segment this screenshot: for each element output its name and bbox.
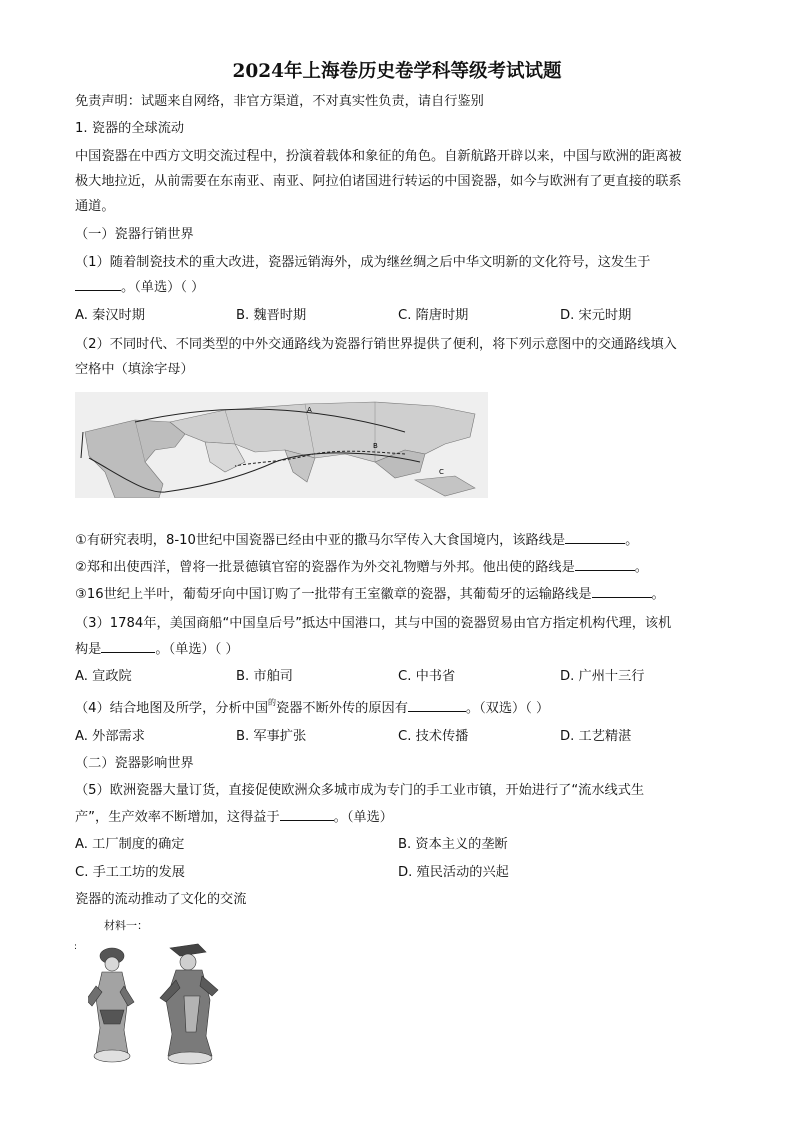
answer-blank[interactable] xyxy=(408,699,466,712)
period: 。 xyxy=(625,533,639,548)
intro-line-1: 中国瓷器在中西方文明交流过程中，扮演着载体和象征的角色。自新航路开辟以来，中国与欧洲的距离被 xyxy=(75,149,682,164)
q3-option-d[interactable]: D. 广州十三行 xyxy=(560,669,645,684)
q4-type-label: 。（双选）（ ） xyxy=(465,701,550,716)
q1-stem-line-1: （1）随着制瓷技术的重大改进，瓷器远销海外，成为继丝绸之后中华文明新的文化符号，这发生于 xyxy=(75,255,651,270)
answer-blank[interactable] xyxy=(565,531,625,544)
q3-stem-line-2 xyxy=(75,638,239,657)
q2-sub-1-text: ①有研究表明，8-10世纪中国瓷器已经由中亚的撒马尔罕传入大食国境内，该路线是 xyxy=(75,533,566,548)
q4-stem xyxy=(75,697,549,716)
period: 。 xyxy=(634,560,648,575)
q2-sub-3-text: ③16世纪上半叶，葡萄牙向中国订购了一批带有王室徽章的瓷器，其葡萄牙的运输路线是 xyxy=(75,587,592,602)
q1-stem-line-2 xyxy=(75,276,204,295)
q4-small-char: 的 xyxy=(268,698,277,707)
q5-option-a[interactable]: A. 工厂制度的确定 xyxy=(75,837,185,852)
q4-option-a[interactable]: A. 外部需求 xyxy=(75,729,145,744)
page-title: 2024年上海卷历史卷学科等级考试试题 xyxy=(232,61,562,82)
answer-blank[interactable] xyxy=(75,278,121,291)
q5-option-c[interactable]: C. 手工工坊的发展 xyxy=(75,865,185,880)
q3-option-a[interactable]: A. 宣政院 xyxy=(75,669,132,684)
q5-option-d[interactable]: D. 殖民活动的兴起 xyxy=(398,865,509,880)
q5-stem-line-2 xyxy=(75,806,393,825)
section-heading: 1. 瓷器的全球流动 xyxy=(75,121,185,136)
q1-option-a[interactable]: A. 秦汉时期 xyxy=(75,308,145,323)
part-heading-1: （一）瓷器行销世界 xyxy=(75,227,194,242)
q3-stem-text: 构是 xyxy=(75,642,102,657)
period: 。 xyxy=(651,587,665,602)
q4-option-b[interactable]: B. 军事扩张 xyxy=(236,729,307,744)
q4-option-d[interactable]: D. 工艺精湛 xyxy=(560,729,632,744)
q3-stem-line-1: （3）1784年，美国商船“中国皇后号”抵达中国港口，其与中国的瓷器贸易由官方指定机构代理，该机 xyxy=(75,616,672,631)
answer-blank[interactable] xyxy=(101,640,155,653)
trade-route-map xyxy=(75,392,488,498)
intro-line-2: 极大地拉近，从前需要在东南亚、南亚、阿拉伯诸国进行转运的中国瓷器，如今与欧洲有了更直接的联系 xyxy=(75,174,682,189)
q5-stem-line-1: （5）欧洲瓷器大量订货，直接促使欧洲众多城市成为专门的手工业市镇，开始进行了“流水线式生 xyxy=(75,783,645,798)
q5-type-label: 。（单选） xyxy=(333,810,393,825)
q3-option-b[interactable]: B. 市舶司 xyxy=(236,669,293,684)
route-label-c: C xyxy=(439,468,444,476)
culture-heading: 瓷器的流动推动了文化的交流 xyxy=(75,892,247,907)
q4-option-c[interactable]: C. 技术传播 xyxy=(398,729,469,744)
q4-stem-text-1: （4）结合地图及所学，分析中国 xyxy=(75,701,269,716)
q4-stem-text-2: 瓷器不断外传的原因有 xyxy=(276,701,408,716)
q1-option-d[interactable]: D. 宋元时期 xyxy=(560,308,632,323)
q5-option-b[interactable]: B. 资本主义的垄断 xyxy=(398,837,508,852)
q1-option-b[interactable]: B. 魏晋时期 xyxy=(236,308,307,323)
material-caption: 材料一： xyxy=(104,919,148,932)
q2-sub-1 xyxy=(75,529,638,548)
intro-line-3: 通道。 xyxy=(75,199,115,214)
porcelain-figurines-image xyxy=(88,940,228,1065)
answer-blank[interactable] xyxy=(575,558,635,571)
q2-sub-2-text: ②郑和出使西洋，曾将一批景德镇官窑的瓷器作为外交礼物赠与外邦。他出使的路线是 xyxy=(75,560,575,575)
q2-sub-2 xyxy=(75,556,648,575)
q2-stem-line-1: （2）不同时代、不同类型的中外交通路线为瓷器行销世界提供了便利，将下列示意图中的交通路线填入 xyxy=(75,337,677,352)
part-heading-2: （二）瓷器影响世界 xyxy=(75,756,194,771)
q1-option-c[interactable]: C. 隋唐时期 xyxy=(398,308,469,323)
answer-blank[interactable] xyxy=(280,808,334,821)
q1-type-label: 。（单选）（ ） xyxy=(121,280,205,295)
route-label-a: A xyxy=(307,406,312,414)
route-label-b: B xyxy=(373,442,378,450)
stray-mark: : xyxy=(74,942,78,952)
q3-type-label: 。（单选）（ ） xyxy=(155,642,239,657)
q2-sub-3 xyxy=(75,583,665,602)
answer-blank[interactable] xyxy=(592,585,652,598)
q3-option-c[interactable]: C. 中书省 xyxy=(398,669,456,684)
q2-stem-line-2: 空格中（填涂字母） xyxy=(75,362,194,377)
q5-stem-text: 产”，生产效率不断增加，这得益于 xyxy=(75,810,280,825)
disclaimer: 免责声明：试题来自网络，非官方渠道，不对真实性负责，请自行鉴别 xyxy=(75,94,484,109)
